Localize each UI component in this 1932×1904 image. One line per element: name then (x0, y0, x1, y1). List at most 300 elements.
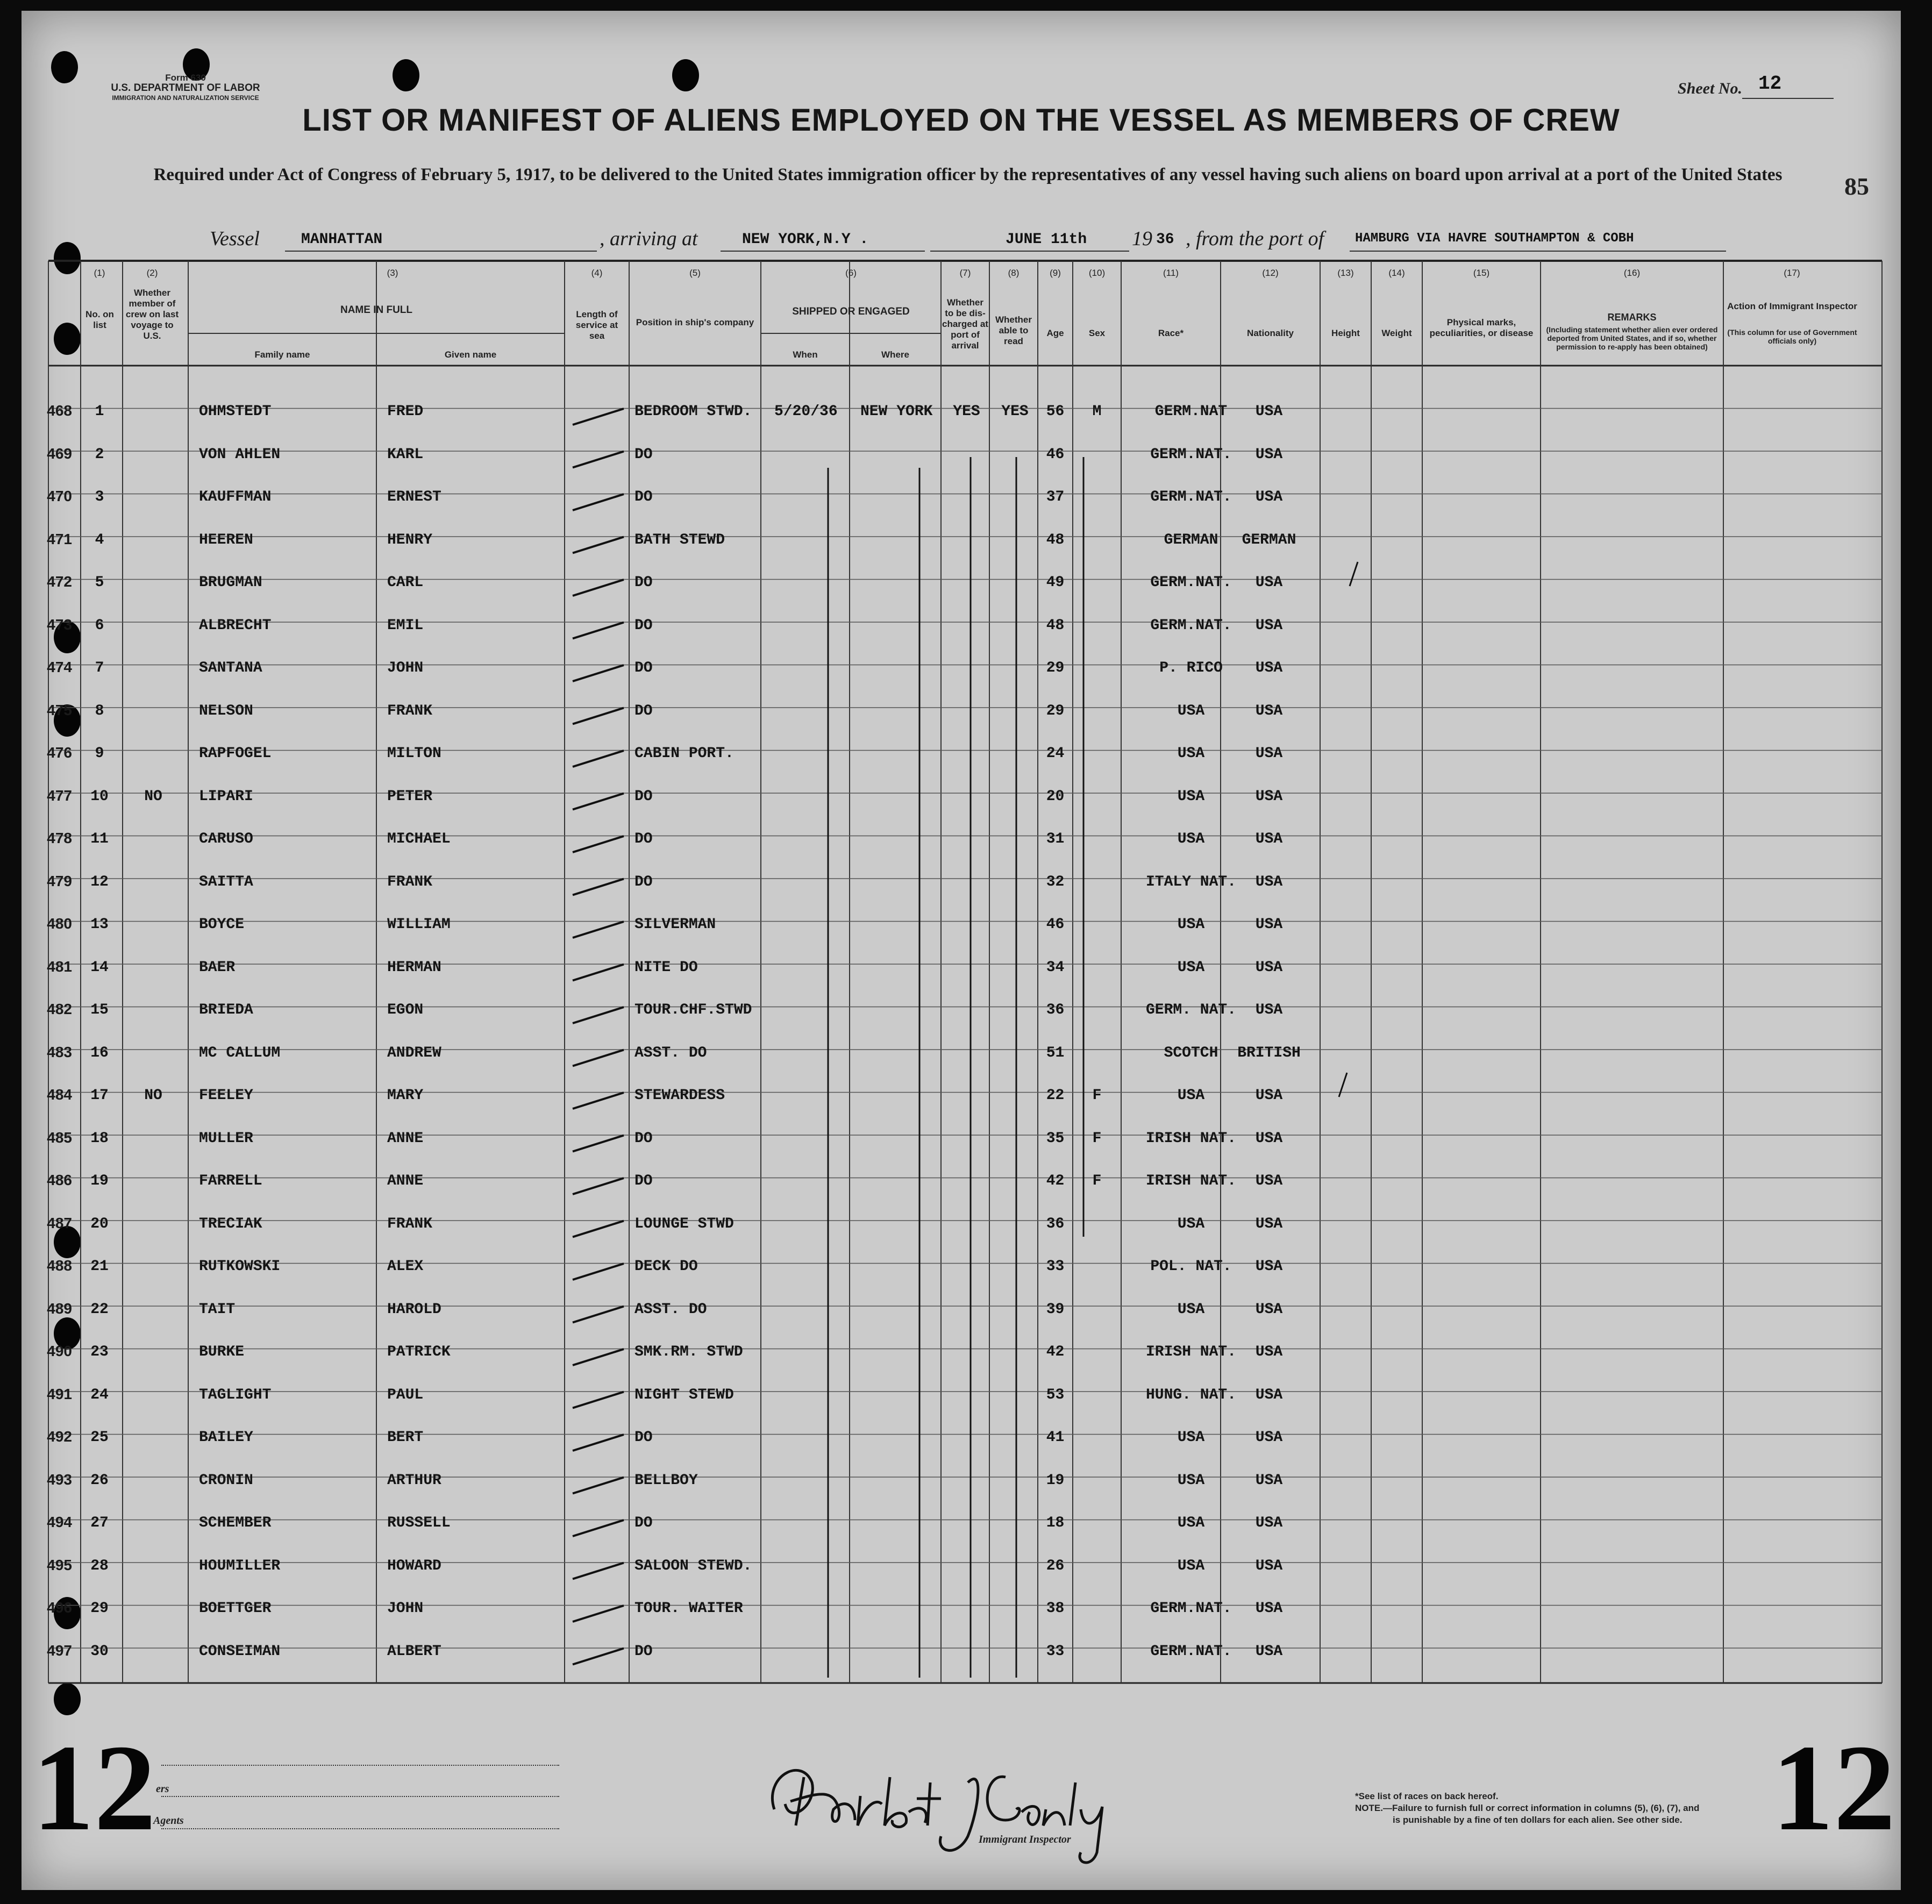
vessel-name: MANHATTAN (301, 231, 383, 248)
from-port-label: , from the port of (1186, 227, 1324, 250)
row-reference-number: 474 (47, 659, 72, 675)
row-reference-number: 487 (47, 1214, 72, 1231)
row-reference-number: 497 (47, 1642, 72, 1659)
header-physical-marks: Physical marks, peculiarities, or disease (1429, 317, 1534, 338)
colnum-12: (12) (1262, 268, 1279, 278)
cell-position: BEDROOM STWD. (635, 403, 752, 420)
cell-no: 12 (90, 873, 109, 890)
cell-nationality: USA (1255, 1002, 1283, 1018)
colnum-10: (10) (1088, 268, 1106, 278)
cell-position: ASST. DO (635, 1301, 707, 1318)
cell-position: SILVERMAN (635, 916, 716, 933)
cell-sex: F (1092, 1130, 1102, 1147)
cell-race: USA (1177, 1515, 1205, 1531)
cell-given-name: ARTHUR (387, 1472, 441, 1489)
row-reference-number: 484 (47, 1086, 72, 1103)
cell-given-name: ANDREW (387, 1044, 441, 1061)
cell-position: DO (635, 1173, 653, 1189)
cell-age: 37 (1046, 489, 1065, 505)
cell-given-name: CARL (387, 574, 424, 591)
cell-position: DO (635, 1429, 653, 1446)
cell-position: DO (635, 1643, 653, 1660)
cell-position: TOUR. WAITER (635, 1600, 743, 1617)
cell-family-name: HOUMILLER (199, 1557, 281, 1574)
cell-given-name: PAUL (387, 1386, 424, 1403)
row-reference-number: 488 (47, 1257, 72, 1274)
cell-race: IRISH NAT. (1145, 1173, 1237, 1189)
cell-age: 49 (1046, 574, 1065, 591)
cell-family-name: RUTKOWSKI (199, 1258, 281, 1275)
cell-no: 25 (90, 1429, 109, 1446)
footnote-block (1355, 1791, 1769, 1826)
cell-nationality: USA (1255, 702, 1283, 719)
cell-nationality: USA (1255, 1258, 1283, 1275)
sheet-number-label: Sheet No. (1678, 80, 1742, 97)
page-number: 85 (1844, 173, 1869, 200)
colnum-16: (16) (1623, 268, 1641, 278)
agents-label: Agents (153, 1815, 184, 1827)
row-reference-number: 496 (47, 1599, 72, 1616)
row-reference-number: 489 (47, 1300, 72, 1317)
row-reference-number: 493 (47, 1471, 72, 1488)
punch-hole (54, 323, 81, 355)
cell-nationality: GERMAN (1242, 531, 1296, 548)
cell-given-name: HAROLD (387, 1301, 441, 1318)
cell-given-name: EGON (387, 1002, 424, 1018)
colnum-15: (15) (1473, 268, 1490, 278)
cell-age: 34 (1046, 959, 1065, 976)
cell-given-name: WILLIAM (387, 916, 451, 933)
header-weight: Weight (1381, 328, 1412, 338)
cell-nationality: USA (1255, 1301, 1283, 1318)
cell-position: DO (635, 788, 653, 805)
cell-position: DO (635, 660, 653, 676)
cell-age: 51 (1046, 1044, 1065, 1061)
header-inspector-action-note: (This column for use of Government officials only) (1727, 328, 1857, 345)
footer-line (161, 1828, 559, 1829)
master-label: ers (156, 1783, 169, 1795)
cell-family-name: CONSEIMAN (199, 1643, 281, 1660)
cell-family-name: BAILEY (199, 1429, 253, 1446)
cell-age: 36 (1046, 1002, 1065, 1018)
footer-line (161, 1796, 559, 1797)
cell-no: 22 (90, 1301, 109, 1318)
form-number: Form 630 (165, 73, 206, 83)
manifest-title: LIST OR MANIFEST OF ALIENS EMPLOYED ON THE VESSEL AS MEMBERS OF CREW (302, 103, 1620, 138)
cell-no: 15 (90, 1002, 109, 1018)
row-reference-number: 494 (47, 1514, 72, 1530)
cell-given-name: PATRICK (387, 1344, 451, 1360)
row-reference-number: 483 (47, 1043, 72, 1060)
header-nationality: Nationality (1247, 328, 1294, 338)
cell-position: TOUR.CHF.STWD (635, 1002, 752, 1018)
cell-age: 56 (1046, 403, 1065, 420)
row-reference-number: 476 (47, 744, 72, 761)
cell-nationality: USA (1255, 1472, 1283, 1489)
colnum-6: (6) (845, 268, 857, 278)
inspector-signature (753, 1745, 1129, 1869)
cell-last-voyage: NO (144, 788, 162, 805)
cell-given-name: FRANK (387, 702, 433, 719)
date-underline (930, 251, 1129, 252)
cell-family-name: BOYCE (199, 916, 245, 933)
cell-no: 16 (90, 1044, 109, 1061)
sheet-number-value: 12 (1758, 73, 1782, 95)
cell-family-name: FARRELL (199, 1173, 262, 1189)
cell-race: GERM.NAT. (1150, 489, 1232, 505)
arriving-port: NEW YORK,N.Y . (742, 231, 869, 248)
header-where: Where (881, 350, 909, 360)
cell-no: 20 (90, 1215, 109, 1232)
signature-title: Immigrant Inspector (979, 1834, 1071, 1845)
row-reference-number: 480 (47, 915, 72, 932)
cell-family-name: ALBRECHT (199, 617, 272, 634)
row-reference-number: 485 (47, 1129, 72, 1146)
cell-age: 46 (1046, 446, 1065, 463)
footnote-penalty-cont: is punishable by a fine of ten dollars for each alien. See other side. (1393, 1815, 1683, 1825)
cell-race: POL. NAT. (1150, 1258, 1232, 1275)
colnum-13: (13) (1337, 268, 1354, 278)
cell-position: DO (635, 489, 653, 505)
footnote-penalty: NOTE.—Failure to furnish full or correct information in columns (5), (6), (7), and (1355, 1803, 1700, 1813)
cell-position: BATH STEWD (635, 531, 725, 548)
cell-given-name: FRANK (387, 1215, 433, 1232)
cell-read: YES (1001, 403, 1029, 420)
cell-race: GERM.NAT. (1150, 617, 1232, 634)
cell-race: HUNG. NAT. (1145, 1386, 1237, 1403)
cell-age: 33 (1046, 1258, 1065, 1275)
header-height: Height (1331, 328, 1360, 338)
cell-race: USA (1177, 1301, 1205, 1318)
cell-no: 11 (90, 831, 109, 847)
cell-nationality: USA (1255, 1600, 1283, 1617)
cell-race: GERM.NAT. (1150, 446, 1232, 463)
header-race: Race* (1158, 328, 1184, 338)
footnote-races: *See list of races on back hereof. (1355, 1791, 1499, 1801)
cell-age: 29 (1046, 660, 1065, 676)
cell-position: DO (635, 831, 653, 847)
sheet-stamp-left: 12 (32, 1719, 156, 1856)
colnum-9: (9) (1050, 268, 1061, 278)
cell-age: 31 (1046, 831, 1065, 847)
cell-given-name: HOWARD (387, 1557, 441, 1574)
row-reference-number: 481 (47, 958, 72, 975)
cell-position: ASST. DO (635, 1044, 707, 1061)
punch-hole (393, 59, 419, 91)
punch-hole (51, 51, 78, 83)
cell-no: 10 (90, 788, 109, 805)
cell-given-name: JOHN (387, 1600, 424, 1617)
cell-given-name: BERT (387, 1429, 424, 1446)
cell-position: DO (635, 617, 653, 634)
cell-age: 26 (1046, 1557, 1065, 1574)
cell-given-name: PETER (387, 788, 433, 805)
colnum-4: (4) (591, 268, 603, 278)
form-identifier (86, 73, 285, 103)
cell-family-name: SANTANA (199, 660, 262, 676)
cell-given-name: MARY (387, 1087, 424, 1104)
cell-race: GERM.NAT (1154, 403, 1228, 420)
cell-position: STEWARDESS (635, 1087, 725, 1104)
row-reference-number: 472 (47, 573, 72, 590)
cell-age: 39 (1046, 1301, 1065, 1318)
header-age: Age (1046, 328, 1064, 338)
cell-no: 9 (95, 745, 104, 762)
cell-nationality: USA (1255, 617, 1283, 634)
cell-nationality: BRITISH (1237, 1044, 1301, 1061)
header-no-on-list: No. on list (85, 309, 114, 330)
cell-family-name: KAUFFMAN (199, 489, 272, 505)
cell-nationality: USA (1255, 403, 1283, 420)
cell-age: 42 (1046, 1173, 1065, 1189)
cell-position: CABIN PORT. (635, 745, 734, 762)
cell-family-name: BAER (199, 959, 236, 976)
cell-position: DO (635, 446, 653, 463)
cell-age: 35 (1046, 1130, 1065, 1147)
cell-race: USA (1177, 702, 1205, 719)
cell-position: DO (635, 873, 653, 890)
cell-family-name: BRIEDA (199, 1002, 253, 1018)
colnum-17: (17) (1784, 268, 1800, 278)
cell-last-voyage: NO (144, 1087, 162, 1104)
cell-race: USA (1177, 916, 1205, 933)
row-reference-number: 482 (47, 1001, 72, 1017)
cell-race: GERM. NAT. (1145, 1002, 1237, 1018)
header-able-to-read: Whether able to read (995, 315, 1032, 346)
cell-age: 36 (1046, 1215, 1065, 1232)
cell-sex: F (1092, 1173, 1102, 1189)
header-inspector-action: Action of Immigrant Inspector (1727, 301, 1857, 311)
cell-no: 14 (90, 959, 109, 976)
cell-family-name: FEELEY (199, 1087, 253, 1104)
cell-no: 27 (90, 1515, 109, 1531)
header-given-name: Given name (444, 350, 497, 360)
header-remarks-detail: (Including statement whether alien ever ordered deported from United States, and if so, whether permission to re-apply has been obtained) (1546, 325, 1718, 351)
cell-nationality: USA (1255, 788, 1283, 805)
cell-nationality: USA (1255, 1643, 1283, 1660)
cell-age: 48 (1046, 617, 1065, 634)
cell-nationality: USA (1255, 1215, 1283, 1232)
cell-age: 19 (1046, 1472, 1065, 1489)
cell-nationality: USA (1255, 1344, 1283, 1360)
cell-age: 24 (1046, 745, 1065, 762)
cell-no: 8 (95, 702, 104, 719)
cell-position: SALOON STEWD. (635, 1557, 752, 1574)
row-reference-number: 490 (47, 1343, 72, 1359)
row-reference-number: 468 (47, 402, 72, 419)
header-when: When (793, 350, 818, 360)
cell-given-name: FRANK (387, 873, 433, 890)
cell-given-name: EMIL (387, 617, 424, 634)
header-discharged: Whether to be dis-charged at port of arrival (942, 297, 988, 351)
cell-race: USA (1177, 1557, 1205, 1574)
colnum-3: (3) (387, 268, 398, 278)
cell-family-name: OHMSTEDT (199, 403, 272, 420)
cell-race: USA (1177, 831, 1205, 847)
cell-race: SCOTCH (1164, 1044, 1218, 1061)
colnum-8: (8) (1008, 268, 1020, 278)
cell-nationality: USA (1255, 745, 1283, 762)
header-length-of-service: Length of service at sea (575, 309, 618, 341)
cell-no: 4 (95, 531, 104, 548)
cell-age: 20 (1046, 788, 1065, 805)
cell-family-name: RAPFOGEL (199, 745, 272, 762)
cell-nationality: USA (1255, 1557, 1283, 1574)
sheet-stamp-right: 12 (1772, 1719, 1895, 1856)
cell-no: 17 (90, 1087, 109, 1104)
cell-given-name: ANNE (387, 1173, 424, 1189)
cell-race: P. RICO (1159, 660, 1223, 676)
row-reference-number: 469 (47, 445, 72, 462)
cell-race: USA (1177, 959, 1205, 976)
cell-position: NIGHT STEWD (635, 1386, 734, 1403)
cell-nationality: USA (1255, 916, 1283, 933)
cell-given-name: MICHAEL (387, 831, 451, 847)
cell-race: GERM.NAT. (1150, 1600, 1232, 1617)
cell-race: USA (1177, 1215, 1205, 1232)
cell-race: USA (1177, 1087, 1205, 1104)
cell-no: 7 (95, 660, 104, 676)
cell-position: DO (635, 1515, 653, 1531)
cell-nationality: USA (1255, 1087, 1283, 1104)
colnum-14: (14) (1388, 268, 1405, 278)
cell-given-name: HENRY (387, 531, 433, 548)
cell-position: DO (635, 574, 653, 591)
cell-age: 22 (1046, 1087, 1065, 1104)
cell-age: 53 (1046, 1386, 1065, 1403)
punch-hole (54, 1683, 81, 1715)
cell-family-name: TAIT (199, 1301, 236, 1318)
row-reference-number: 492 (47, 1428, 72, 1445)
cell-family-name: BOETTGER (199, 1600, 272, 1617)
cell-no: 1 (95, 403, 104, 420)
row-reference-number: 491 (47, 1385, 72, 1402)
from-port-underline (1350, 251, 1726, 252)
cell-race: USA (1177, 1472, 1205, 1489)
cell-age: 29 (1046, 702, 1065, 719)
cell-race: IRISH NAT. (1145, 1130, 1237, 1147)
cell-race: USA (1177, 1429, 1205, 1446)
colnum-2: (2) (146, 268, 158, 278)
cell-given-name: FRED (387, 403, 424, 420)
cell-no: 5 (95, 574, 104, 591)
cell-family-name: HEEREN (199, 531, 253, 548)
cell-age: 48 (1046, 531, 1065, 548)
cell-sex: M (1092, 403, 1102, 420)
department-name: U.S. DEPARTMENT OF LABOR (111, 82, 260, 94)
cell-given-name: ERNEST (387, 489, 441, 505)
cell-position: DECK DO (635, 1258, 698, 1275)
cell-family-name: BURKE (199, 1344, 245, 1360)
punch-hole (672, 59, 699, 91)
cell-age: 42 (1046, 1344, 1065, 1360)
header-sex: Sex (1088, 328, 1106, 338)
header-name-in-full: NAME IN FULL (340, 304, 413, 316)
colnum-11: (11) (1163, 268, 1179, 278)
cell-given-name: KARL (387, 446, 424, 463)
cell-age: 46 (1046, 916, 1065, 933)
cell-family-name: BRUGMAN (199, 574, 262, 591)
cell-no: 21 (90, 1258, 109, 1275)
cell-nationality: USA (1255, 1173, 1283, 1189)
cell-age: 32 (1046, 873, 1065, 890)
cell-family-name: SAITTA (199, 873, 253, 890)
row-reference-number: 486 (47, 1172, 72, 1188)
arrival-date: JUNE 11th (1006, 231, 1087, 248)
header-shipped-or-engaged: SHIPPED OR ENGAGED (792, 306, 910, 317)
row-reference-number: 470 (47, 488, 72, 504)
cell-position: DO (635, 1130, 653, 1147)
from-port: HAMBURG VIA HAVRE SOUTHAMPTON & COBH (1355, 231, 1634, 246)
colnum-7: (7) (959, 268, 971, 278)
year-suffix: 36 (1156, 231, 1174, 248)
row-reference-number: 495 (47, 1556, 72, 1573)
cell-nationality: USA (1255, 1130, 1283, 1147)
cell-nationality: USA (1255, 574, 1283, 591)
cell-no: 6 (95, 617, 104, 634)
manifest-subtitle: Required under Act of Congress of February 5, 1917, to be delivered to the United States immigration officer by the representatives of any vessel having such aliens on board upon arrival at a port of the United States (153, 165, 1783, 184)
cell-when: 5/20/36 (774, 403, 838, 420)
cell-age: 18 (1046, 1515, 1065, 1531)
cell-position: BELLBOY (635, 1472, 698, 1489)
header-last-voyage: Whether member of crew on last voyage to U.S. (125, 288, 179, 341)
cell-no: 13 (90, 916, 109, 933)
colnum-5: (5) (689, 268, 701, 278)
cell-position: LOUNGE STWD (635, 1215, 734, 1232)
cell-family-name: MC CALLUM (199, 1044, 281, 1061)
punch-hole (54, 242, 81, 274)
cell-race: USA (1177, 788, 1205, 805)
row-reference-number: 473 (47, 616, 72, 633)
cell-discharged: YES (953, 403, 980, 420)
cell-nationality: USA (1255, 831, 1283, 847)
cell-family-name: VON AHLEN (199, 446, 281, 463)
header-family-name: Family name (254, 350, 310, 360)
cell-age: 33 (1046, 1643, 1065, 1660)
cell-nationality: USA (1255, 660, 1283, 676)
cell-family-name: MULLER (199, 1130, 253, 1147)
cell-no: 28 (90, 1557, 109, 1574)
sheet-number-underline (1742, 98, 1834, 99)
cell-given-name: ALBERT (387, 1643, 441, 1660)
row-reference-number: 475 (47, 701, 72, 718)
cell-sex: F (1092, 1087, 1102, 1104)
header-remarks: REMARKS (1607, 312, 1657, 323)
colnum-1: (1) (94, 268, 105, 278)
cell-family-name: NELSON (199, 702, 253, 719)
service-name: IMMIGRATION AND NATURALIZATION SERVICE (112, 94, 259, 102)
cell-given-name: RUSSELL (387, 1515, 451, 1531)
cell-no: 18 (90, 1130, 109, 1147)
cell-given-name: JOHN (387, 660, 424, 676)
year-prefix: 19 (1132, 227, 1152, 250)
cell-family-name: CRONIN (199, 1472, 253, 1489)
cell-race: GERM.NAT. (1150, 1643, 1232, 1660)
cell-no: 3 (95, 489, 104, 505)
cell-nationality: USA (1255, 873, 1283, 890)
cell-age: 38 (1046, 1600, 1065, 1617)
row-reference-number: 477 (47, 787, 72, 804)
row-reference-number: 478 (47, 830, 72, 846)
cell-position: SMK.RM. STWD (635, 1344, 743, 1360)
cell-no: 24 (90, 1386, 109, 1403)
vessel-underline (285, 251, 597, 252)
cell-nationality: USA (1255, 1386, 1283, 1403)
cell-family-name: SCHEMBER (199, 1515, 272, 1531)
cell-no: 30 (90, 1643, 109, 1660)
cell-race: IRISH NAT. (1145, 1344, 1237, 1360)
cell-nationality: USA (1255, 489, 1283, 505)
